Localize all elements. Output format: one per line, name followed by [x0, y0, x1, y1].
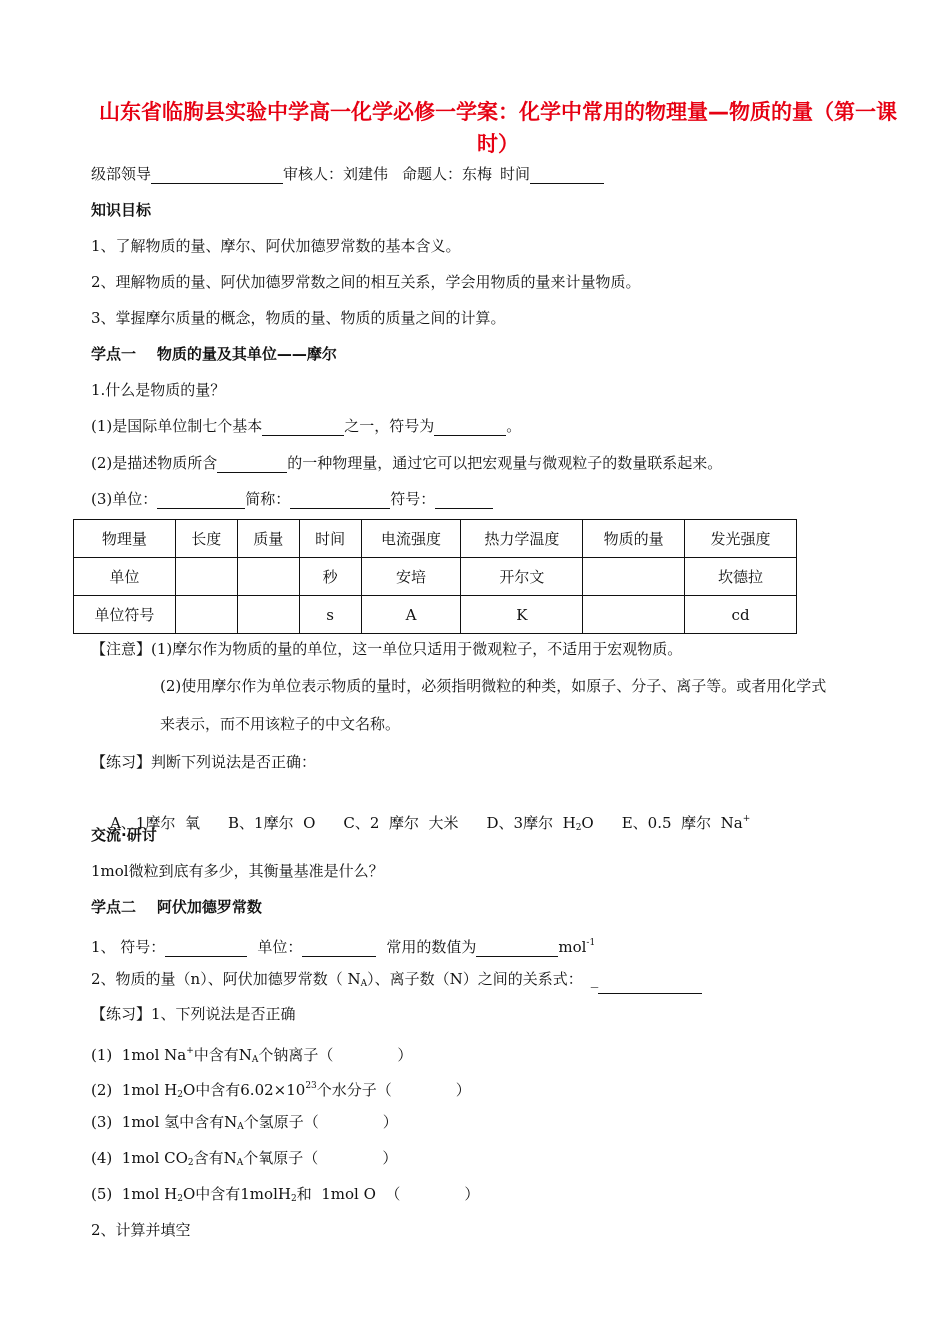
relation-subscript: A — [360, 979, 368, 989]
item-subscript: 2 — [187, 1158, 194, 1168]
value-blank[interactable] — [476, 940, 558, 957]
objective-item: 2、理解物质的量、阿伏加德罗常数之间的相互关系，学会用物质的量来计量物质。 — [91, 273, 641, 291]
table-cell: 热力学温度 — [461, 520, 583, 558]
table-cell[interactable] — [175, 558, 237, 596]
point1-q1c — [91, 489, 493, 509]
q1b-blank[interactable] — [217, 456, 287, 473]
practice2-item-2 — [91, 1076, 471, 1105]
table-cell: 单位符号 — [74, 596, 176, 634]
item-text-mid: O中含有6.02×10 — [182, 1081, 306, 1099]
table-cell: cd — [685, 596, 797, 634]
table-cell: 质量 — [237, 520, 299, 558]
option-e-text: E、0.5 摩尔 Na — [621, 814, 743, 832]
table-cell: 时间 — [299, 520, 361, 558]
table-cell: 坎德拉 — [685, 558, 797, 596]
q1c-symbol-label: 符号： — [390, 490, 436, 508]
mol-unit-superscript: -1 — [586, 938, 596, 948]
relation-mark: _ — [590, 970, 599, 988]
table-cell: 发光强度 — [685, 520, 797, 558]
note-line-2: (2)使用摩尔作为单位表示物质的量时，必须指明微粒的种类，如原子、分子、离子等。或者用化学式 — [160, 677, 827, 695]
item-text: (2) 1mol H — [91, 1081, 178, 1099]
document-title: 山东省临朐县实验中学高一化学必修一学案：化学中常用的物理量—物质的量（第一课时） — [99, 100, 897, 156]
table-row — [74, 596, 797, 634]
q1c-symbol-blank[interactable] — [435, 492, 493, 509]
item-close-paren: ） — [455, 1081, 471, 1099]
q1a-blank-2[interactable] — [434, 419, 506, 436]
q1b-text-end: 的一种物理量，通过它可以把宏观量与微观粒子的数量联系起来。 — [287, 454, 723, 472]
item-text-mid: O中含有1molH — [182, 1185, 291, 1203]
table-cell[interactable] — [175, 596, 237, 634]
practice1-option-c: C、2 摩尔 大米 — [343, 814, 459, 832]
practice1-options — [91, 789, 750, 858]
option-e-superscript: + — [742, 814, 751, 824]
option-d-text-end: O — [581, 814, 594, 832]
q1c-abbr-blank[interactable] — [290, 492, 390, 509]
practice2-prompt: 【练习】1、下列说法是否正确 — [91, 1005, 296, 1023]
point2-heading: 学点二 阿伏加德罗常数 — [91, 898, 262, 916]
item-text-end: 和 1mol O （ — [296, 1185, 401, 1203]
table-cell: 电流强度 — [361, 520, 461, 558]
option-d-subscript: 2 — [575, 823, 582, 833]
item-text-end: 个氢原子（ — [243, 1113, 319, 1131]
point1-heading: 学点一 物质的量及其单位——摩尔 — [91, 345, 337, 363]
item-close-paren: ） — [464, 1185, 480, 1203]
practice1-option-a: A、1摩尔 氧 — [110, 814, 200, 832]
practice1-option-e — [622, 814, 751, 832]
item-superscript: 23 — [305, 1081, 317, 1091]
table-cell[interactable] — [237, 558, 299, 596]
item-subscript: 2 — [177, 1194, 183, 1204]
objective-item: 3、掌握摩尔质量的概念，物质的量、物质的质量之间的计算。 — [91, 309, 506, 327]
note-line-3: 来表示，而不用该粒子的中文名称。 — [160, 715, 401, 733]
q1a-blank-1[interactable] — [262, 419, 344, 436]
q1c-abbr-label: 简称： — [245, 490, 291, 508]
practice1-prompt: 【练习】判断下列说法是否正确： — [91, 753, 317, 771]
table-cell: 物理量 — [74, 520, 176, 558]
item-close-paren: ） — [382, 1149, 398, 1167]
leader-label: 级部领导 — [91, 165, 152, 183]
table-cell[interactable] — [237, 596, 299, 634]
item-text-end: 个氧原子（ — [243, 1149, 319, 1167]
mol-unit: mol — [558, 938, 587, 956]
symbol-blank[interactable] — [165, 940, 247, 957]
practice2-item-3 — [91, 1112, 398, 1137]
point1-question: 1.什么是物质的量？ — [91, 381, 226, 399]
unit-blank[interactable] — [302, 940, 376, 957]
reviewer: 审核人：刘建伟 — [283, 165, 389, 183]
q1a-text-mid: 之一，符号为 — [344, 417, 435, 435]
item-text: (4) 1mol CO — [91, 1149, 188, 1167]
point2-line-1 — [91, 933, 595, 957]
item-text-end: 个钠离子（ — [258, 1046, 334, 1064]
practice2-item-1 — [91, 1041, 412, 1070]
table-cell: K — [461, 596, 583, 634]
table-cell: 长度 — [175, 520, 237, 558]
table-cell: 秒 — [299, 558, 361, 596]
q1c-unit-label: (3)单位： — [91, 490, 158, 508]
table-row — [74, 520, 797, 558]
item-subscript: A — [236, 1158, 244, 1168]
table-cell: s — [299, 596, 361, 634]
item-subscript: 2 — [290, 1194, 297, 1204]
objectives-heading: 知识目标 — [91, 201, 152, 219]
table-cell: 单位 — [74, 558, 176, 596]
si-units-table — [73, 519, 797, 634]
unit-label: 单位： — [257, 938, 303, 956]
practice2-question-2: 2、计算并填空 — [91, 1221, 191, 1239]
item-text: (3) 1mol 氢中含有N — [91, 1113, 238, 1131]
leader-blank[interactable] — [151, 167, 283, 184]
point1-q1a — [91, 416, 521, 436]
point1-q1b — [91, 453, 722, 473]
item-text: (1) 1mol Na — [91, 1046, 187, 1064]
item-text-mid: 含有N — [193, 1149, 237, 1167]
header-line — [91, 164, 604, 184]
note-line-1: 【注意】(1)摩尔作为物质的量的单位，这一单位只适用于微观粒子，不适用于宏观物质。 — [91, 640, 683, 658]
practice1-option-b: B、1摩尔 O — [228, 814, 316, 832]
item-close-paren: ） — [397, 1046, 413, 1064]
table-cell: 安培 — [361, 558, 461, 596]
time-blank[interactable] — [530, 167, 604, 184]
item-subscript: A — [237, 1122, 244, 1132]
item-superscript: + — [186, 1046, 194, 1056]
item-text: (5) 1mol H — [91, 1185, 178, 1203]
item-close-paren: ） — [382, 1113, 398, 1131]
value-label: 常用的数值为 — [386, 938, 477, 956]
discussion-question: 1mol微粒到底有多少，其衡量基准是什么？ — [91, 862, 384, 880]
discussion-heading: 交流·研讨 — [91, 826, 157, 844]
point2-line-2 — [91, 969, 702, 994]
table-row — [74, 558, 797, 596]
q1a-text-end: 。 — [506, 417, 522, 435]
table-cell: 物质的量 — [583, 520, 685, 558]
objective-item: 1、了解物质的量、摩尔、阿伏加德罗常数的基本含义。 — [91, 237, 461, 255]
table-cell: A — [361, 596, 461, 634]
symbol-label: 1、 符号： — [91, 938, 166, 956]
practice2-item-5 — [91, 1184, 479, 1209]
relation-blank[interactable] — [598, 977, 702, 994]
item-text-mid: 中含有N — [193, 1046, 252, 1064]
item-subscript: A — [251, 1055, 259, 1065]
q1a-text: (1)是国际单位制七个基本 — [91, 417, 263, 435]
practice1-option-d — [487, 814, 594, 832]
item-subscript: 2 — [177, 1090, 183, 1100]
relation-text-end: ）、离子数（N）之间的关系式： — [367, 970, 583, 988]
table-cell[interactable] — [583, 596, 685, 634]
time-label: 时间 — [500, 165, 531, 183]
relation-text: 2、物质的量（n）、阿伏加德罗常数（ N — [91, 970, 361, 988]
practice2-item-4 — [91, 1148, 397, 1173]
q1c-unit-blank[interactable] — [157, 492, 245, 509]
q1b-text: (2)是描述物质所含 — [91, 454, 218, 472]
item-text-end: 个水分子（ — [316, 1081, 392, 1099]
table-cell: 开尔文 — [461, 558, 583, 596]
author: 命题人：东梅 — [402, 165, 493, 183]
option-d-text: D、3摩尔 H — [486, 814, 576, 832]
table-cell[interactable] — [583, 558, 685, 596]
